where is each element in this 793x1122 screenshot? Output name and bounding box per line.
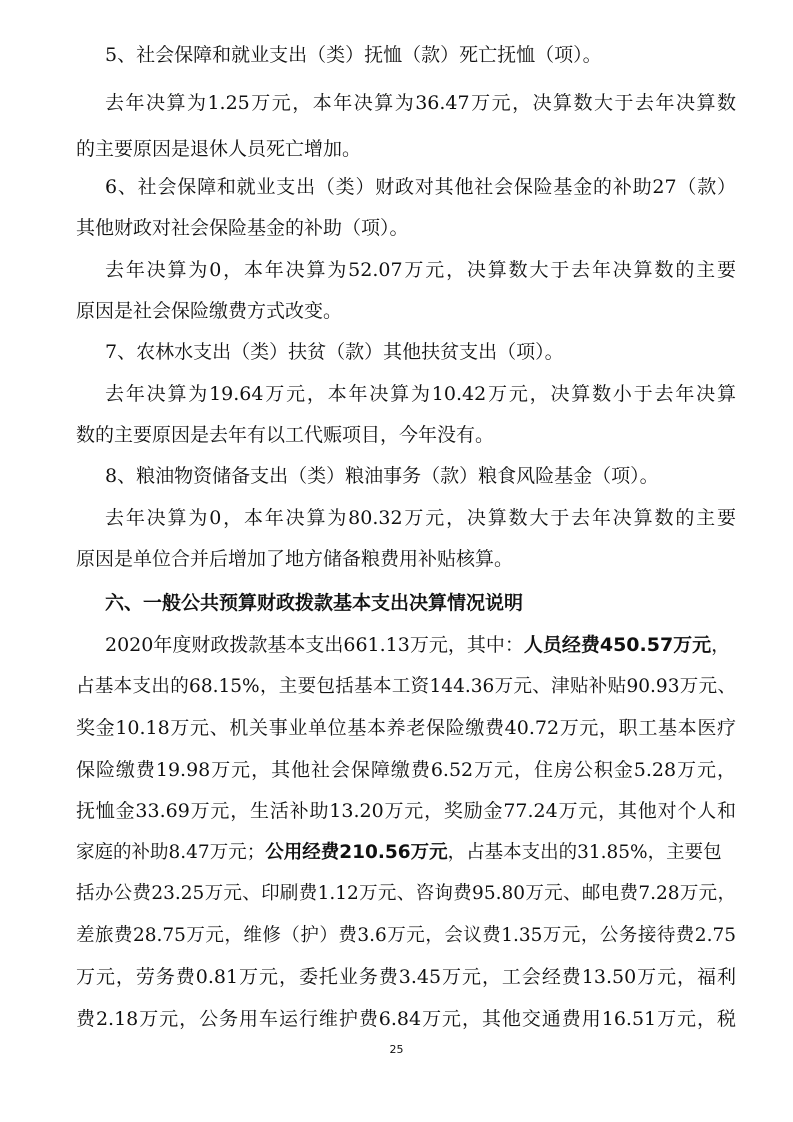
family-subsidy-text: 家庭的补助8.47万元； [76,842,266,863]
item-8-text-line-1: 去年决算为0，本年决算为80.32万元，决算数大于去年决算数的主要 [105,507,736,529]
item-6-text-line-1: 去年决算为0，本年决算为52.07万元，决算数大于去年决算数的主要 [105,259,736,281]
section-6-para-line-3: 奖金10.18万元、机关事业单位基本养老保险缴费40.72万元，职工基本医疗 [76,717,736,739]
item-7-title: 7、农林水支出（类）扶贫（款）其他扶贫支出（项）。 [105,341,564,363]
section-6-para-line-9: 万元，劳务费0.81万元，委托业务费3.45万元，工会经费13.50万元，福利 [76,966,736,988]
section-6-para-line-4: 保险缴费19.98万元，其他社会保障缴费6.52万元，住房公积金5.28万元， [76,759,736,781]
comma: ， [711,634,731,656]
section-6-para-line-10: 费2.18万元，公务用车运行维护费6.84万元，其他交通费用16.51万元，税 [76,1008,736,1030]
item-5-text-line-1: 去年决算为1.25万元，本年决算为36.47万元，决算数大于去年决算数 [105,92,736,114]
item-6-text-line-2: 原因是社会保险缴费方式改变。 [76,300,343,322]
section-6-para-line-2: 占基本支出的68.15%，主要包括基本工资144.36万元、津贴补贴90.93万元、 [76,676,736,697]
section-6-para-line-5: 抚恤金33.69万元，生活补助13.20万元，奖励金77.24万元，其他对个人和 [76,800,736,822]
item-8-text-line-2: 原因是单位合并后增加了地方储备粮费用补贴核算。 [76,548,514,570]
section-6-para-line-1 [105,630,736,660]
item-7-text-line-1: 去年决算为19.64万元，本年决算为10.42万元，决算数小于去年决算 [105,383,736,405]
item-5-title: 5、社会保障和就业支出（类）抚恤（款）死亡抚恤（项）。 [105,44,602,66]
section-6-para-line-8: 差旅费28.75万元，维修（护）费3.6万元，会议费1.35万元，公务接待费2.75 [76,925,736,946]
page-number: 25 [389,1043,404,1056]
personnel-expenses-bold: 人员经费450.57万元 [523,634,712,656]
section-6-para-line-7: 括办公费23.25万元、印刷费1.12万元、咨询费95.80万元、邮电费7.28万元， [76,883,736,904]
item-6-title-line-2: 其他财政对社会保险基金的补助（项）。 [76,217,409,239]
item-7-text-line-2: 数的主要原因是去年有以工代赈项目，今年没有。 [76,424,495,446]
item-5-text-line-2: 的主要原因是退休人员死亡增加。 [76,138,362,160]
section-6-para-line-6 [76,838,736,868]
section-6-heading: 六、一般公共预算财政拨款基本支出决算情况说明 [105,592,524,614]
item-8-title: 8、粮油物资储备支出（类）粮油事务（款）粮食风险基金（项）。 [105,465,659,487]
public-expenses-bold: 公用经费210.56万元 [265,842,448,863]
item-6-title-line-1: 6、社会保障和就业支出（类）财政对其他社会保险基金的补助27（款） [105,176,736,198]
basic-expenditure-text: 2020年度财政拨款基本支出661.13万元，其中： [105,634,524,656]
public-expenses-share-text: ，占基本支出的31.85%，主要包 [447,842,722,863]
